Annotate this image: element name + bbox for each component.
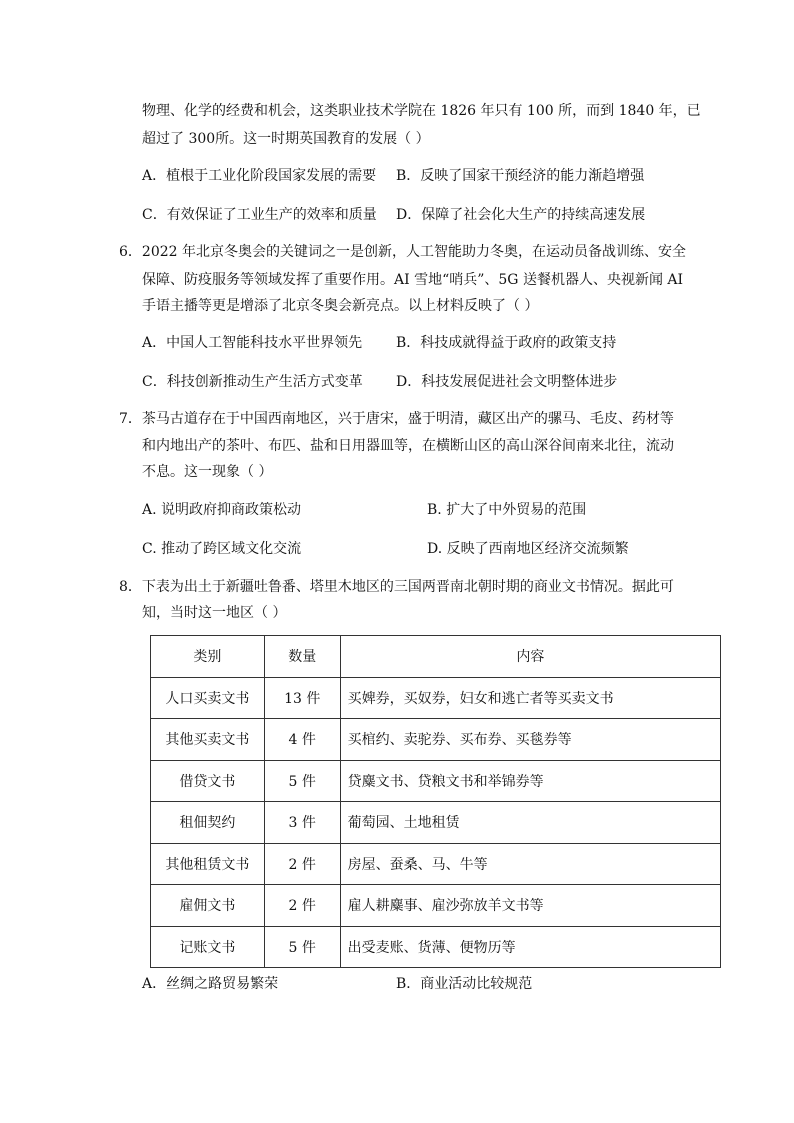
cell-content: 葡萄园、土地租赁	[340, 802, 720, 844]
q5-option-b: B．反映了国家干预经济的能力渐趋增强	[396, 168, 645, 184]
q7-option-a: A. 说明政府抑商政策松动	[142, 502, 302, 518]
q6-option-b: B．科技成就得益于政府的政策支持	[396, 335, 617, 351]
q6-line-1: 6．2022 年北京冬奥会的关键词之一是创新，人工智能助力冬奥，在运动员备战训练、安全	[119, 244, 686, 260]
cell-quantity: 3 件	[264, 802, 340, 844]
table-row	[151, 926, 721, 968]
cell-category: 租佃契约	[151, 802, 265, 844]
q7-option-d: D. 反映了西南地区经济交流频繁	[427, 541, 629, 557]
q6-line-3: 手语主播等更是增添了北京冬奥会新亮点。以上材料反映了（ ）	[142, 298, 539, 314]
cell-quantity: 2 件	[264, 843, 340, 885]
cell-content: 贷麋文书、贷粮文书和举锦券等	[340, 760, 720, 802]
q8-line-1: 8．下表为出土于新疆吐鲁番、塔里木地区的三国两晋南北朝时期的商业文书情况。据此可	[119, 579, 674, 595]
cell-category: 人口买卖文书	[151, 677, 265, 719]
table-row	[151, 760, 721, 802]
q6-option-c: C．科技创新推动生产生活方式变革	[142, 374, 363, 390]
q7-option-c: C. 推动了跨区域文化交流	[142, 541, 302, 557]
table-row	[151, 885, 721, 927]
table-header-row	[151, 636, 721, 678]
q7-line-1: 7．茶马古道存在于中国西南地区，兴于唐宋，盛于明清，藏区出产的骡马、毛皮、药材等	[119, 411, 674, 427]
q7-line-2: 和内地出产的茶叶、布匹、盐和日用器皿等，在横断山区的高山深谷间南来北往，流动	[142, 438, 674, 454]
q7-line-3: 不息。这一现象（ ）	[142, 464, 273, 480]
cell-quantity: 5 件	[264, 926, 340, 968]
cell-content: 买婢券，买奴券，妇女和逃亡者等买卖文书	[340, 677, 720, 719]
cell-quantity: 2 件	[264, 885, 340, 927]
q7-option-b: B. 扩大了中外贸易的范围	[427, 502, 587, 518]
header-quantity: 数量	[264, 636, 340, 678]
cell-category: 其他买卖文书	[151, 719, 265, 761]
cell-quantity: 13 件	[264, 677, 340, 719]
cell-content: 房屋、蚕桑、马、牛等	[340, 843, 720, 885]
cell-category: 借贷文书	[151, 760, 265, 802]
header-content: 内容	[340, 636, 720, 678]
cell-category: 记账文书	[151, 926, 265, 968]
q5-option-a: A．植根于工业化阶段国家发展的需要	[142, 168, 377, 184]
cell-content: 出受麦账、货薄、便物历等	[340, 926, 720, 968]
q6-option-a: A．中国人工智能科技水平世界领先	[142, 335, 363, 351]
header-category: 类别	[151, 636, 265, 678]
table-row	[151, 677, 721, 719]
table-row	[151, 843, 721, 885]
cell-content: 买棺约、卖驼券、买布券、买毯券等	[340, 719, 720, 761]
q5-option-c: C．有效保证了工业生产的效率和质量	[142, 207, 377, 223]
q5-line-1: 物理、化学的经费和机会，这类职业技术学院在 1826 年只有 100 所，而到 1840 年，已	[142, 103, 701, 119]
q5-line-2: 超过了 300所。这一时期英国教育的发展（ ）	[142, 131, 430, 147]
q8-option-b: B．商业活动比较规范	[396, 976, 533, 992]
cell-quantity: 5 件	[264, 760, 340, 802]
cell-quantity: 4 件	[264, 719, 340, 761]
q6-option-d: D．科技发展促进社会文明整体进步	[396, 374, 618, 390]
commercial-documents-table	[150, 635, 721, 968]
q6-line-2: 保障、防疫服务等领域发挥了重要作用。AI 雪地“哨兵”、5G 送餐机器人、央视新闻 AI	[142, 272, 684, 288]
cell-content: 雇人耕麋事、雇沙弥放羊文书等	[340, 885, 720, 927]
cell-category: 雇佣文书	[151, 885, 265, 927]
table-row	[151, 719, 721, 761]
q5-option-d: D．保障了社会化大生产的持续高速发展	[396, 207, 646, 223]
table-row	[151, 802, 721, 844]
cell-category: 其他租赁文书	[151, 843, 265, 885]
q8-option-a: A．丝绸之路贸易繁荣	[142, 976, 279, 992]
q8-line-2: 知，当时这一地区（ ）	[142, 605, 287, 621]
